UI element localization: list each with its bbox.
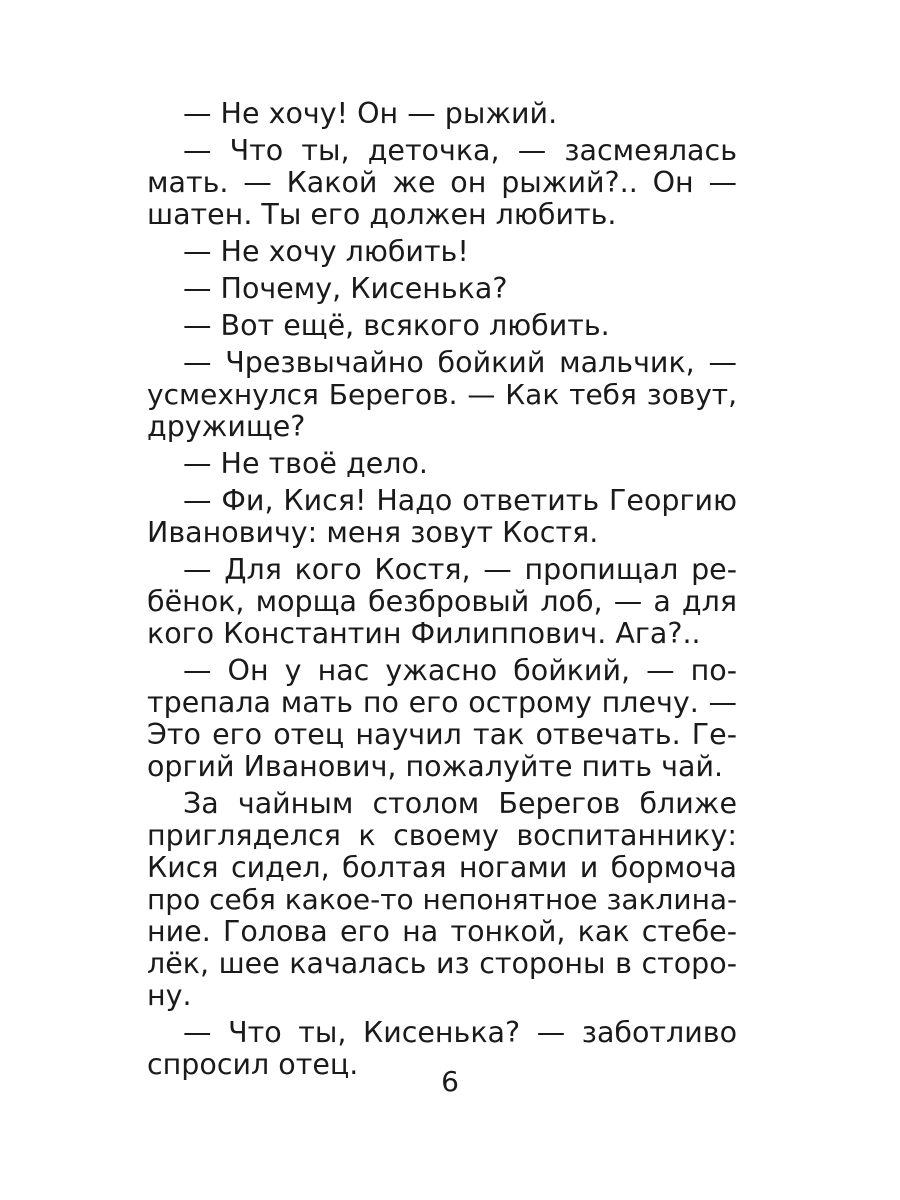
paragraph <box>147 485 737 549</box>
paragraph <box>147 273 737 305</box>
paragraph <box>147 98 737 130</box>
text-line: — Вот ещё, всякого любить. <box>183 309 610 342</box>
text-line: За чайным столом Берегов ближе <box>183 787 737 820</box>
text-line: про себя какое-то непонятное заклина- <box>147 883 738 916</box>
text-line: пригляделся к своему воспитаннику: <box>147 819 737 852</box>
text-line: ние. Голова его на тонкой, как стебе- <box>147 915 737 948</box>
text-line: трепала мать по его острому плечу. — <box>147 686 737 719</box>
text-line: — Чрезвычайно бойкий мальчик, — <box>183 346 737 379</box>
page-number: 6 <box>441 1065 459 1098</box>
text-line: оргий Иванович, пожалуйте пить чай. <box>147 750 724 783</box>
text-line: Ивановичу: меня зовут Костя. <box>147 516 599 549</box>
text-line: усмехнулся Берегов. — Как тебя зовут, <box>147 378 737 411</box>
text-line: мать. — Какой же он рыжий?.. Он — <box>147 166 737 199</box>
text-line: — Не хочу! Он — рыжий. <box>183 97 558 130</box>
paragraph <box>147 655 737 783</box>
text-line: кого Константин Филиппович. Ага?.. <box>147 617 701 650</box>
text-line: спросил отец. <box>147 1048 359 1081</box>
text-line: — Не хочу любить! <box>183 235 469 268</box>
paragraph <box>147 788 737 1012</box>
text-line: — Фи, Кися! Надо ответить Георгию <box>183 484 737 517</box>
text-line: лёк, шее качалась из стороны в сторо- <box>147 947 737 980</box>
paragraph <box>147 347 737 443</box>
text-line: дружище? <box>147 410 306 443</box>
text-line: — Не твоё дело. <box>183 447 428 480</box>
text-line: ну. <box>147 979 192 1012</box>
paragraph <box>147 236 737 268</box>
text-line: шатен. Ты его должен любить. <box>147 198 617 231</box>
paragraph <box>147 310 737 342</box>
text-line: — Для кого Костя, — пропищал ре- <box>183 553 737 586</box>
text-line: — Что ты, Кисенька? — заботливо <box>183 1016 737 1049</box>
text-line: Это его отец научил так отвечать. Ге- <box>147 718 737 751</box>
paragraph <box>147 448 737 480</box>
body-text <box>147 98 737 1086</box>
text-line: Кися сидел, болтая ногами и бормоча <box>147 851 737 884</box>
text-line: — Он у нас ужасно бойкий, — по- <box>183 654 737 687</box>
text-line: бёнок, морща безбровый лоб, — а для <box>147 585 737 618</box>
text-line: — Что ты, деточка, — засмеялась <box>183 134 737 167</box>
paragraph <box>147 554 737 650</box>
text-line: — Почему, Кисенька? <box>183 272 508 305</box>
paragraph <box>147 135 737 231</box>
